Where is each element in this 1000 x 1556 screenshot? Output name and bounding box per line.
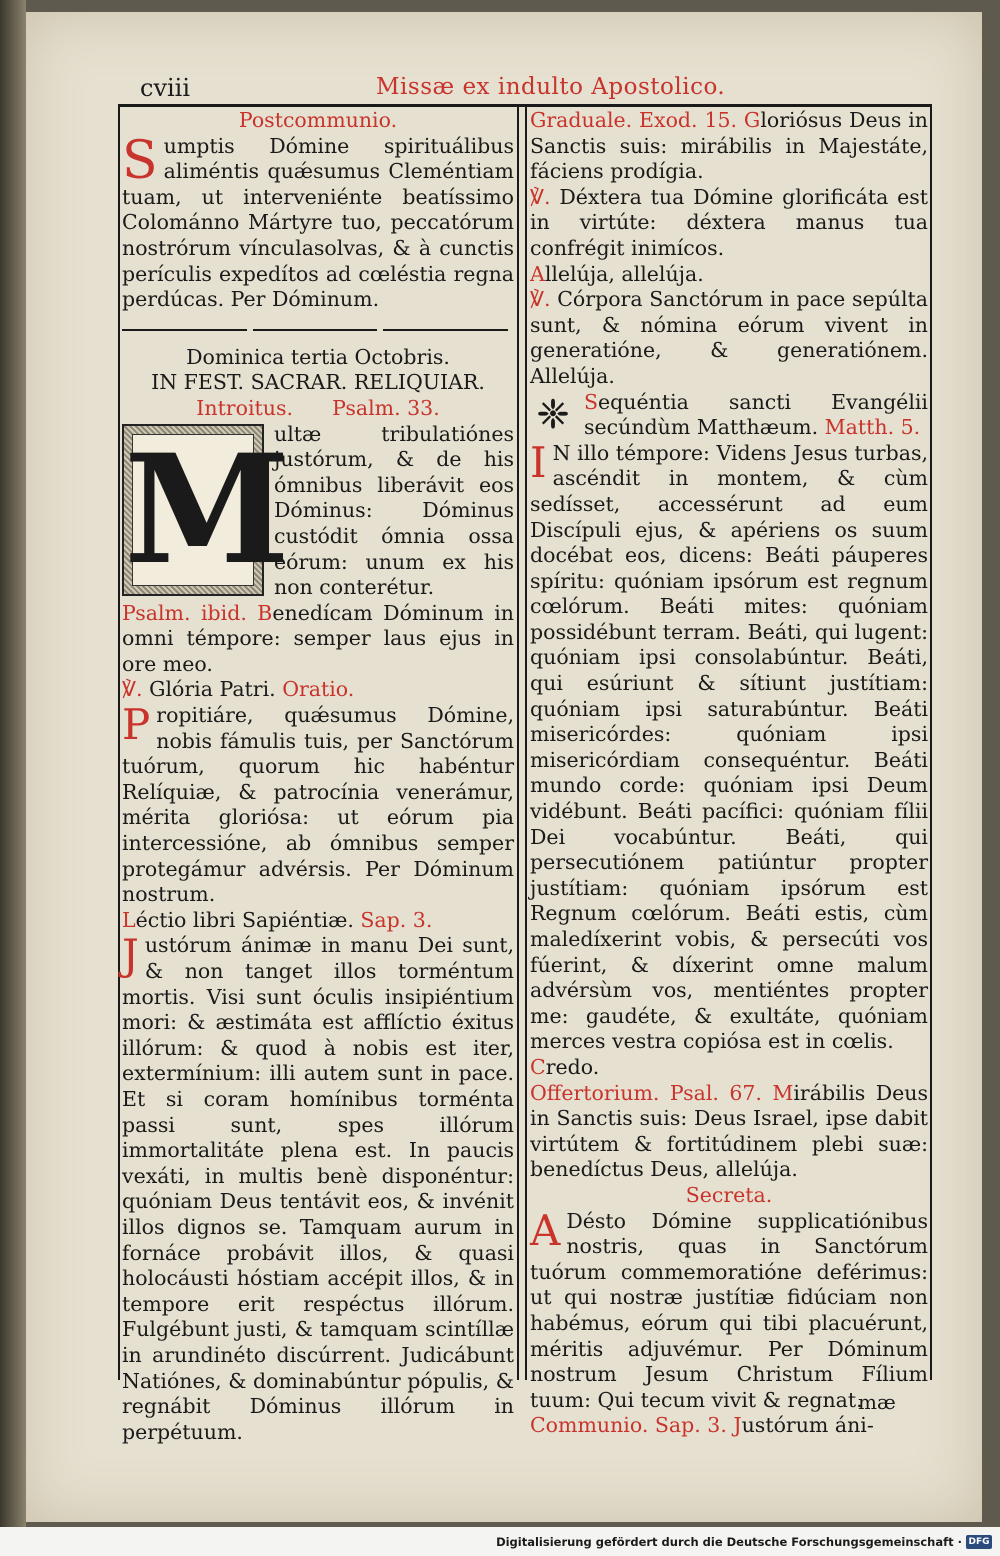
left-rule	[118, 104, 120, 1380]
drop-initial: A	[530, 1205, 561, 1255]
folio-number: cviii	[140, 74, 191, 102]
versicle-icon: ℣.	[530, 287, 551, 312]
gloria-line: ℣. Glória Patri. Oratio.	[122, 677, 355, 702]
dominica-heading: Dominica tertia Octobris.	[186, 344, 450, 369]
drop-initial: I	[530, 437, 547, 487]
digitization-footer	[0, 1527, 1000, 1556]
column-rule-a	[517, 104, 519, 1380]
versicle-1: ℣. Déxtera tua Dómine glorificáta est in virtúte: déxtera manus tua confrégit inimícos.	[530, 184, 928, 260]
introitus-heading: Introitus. Psalm. 33.	[196, 395, 440, 420]
gospel-text: I N illo témpore: Videns Jesus turbas, ascéndit in montem, & cùm sedísset, accessérunt ad eum Discípuli ejus, & apériens os suum docébat eos, dicens: Beáti páuperes spíritu: quóniam ipsórum est regnum cœlórum. Beáti mites: quóniam possidébunt terram. Beáti, qui lugent: quóniam ipsi consolabúntur. Beáti, qui esúriunt & sítiunt justítiam: quóniam ipsi saturabúntur. Beáti misericórdes: quóniam ipsi misericórdiam consequéntur. Beáti mundo corde: quóniam ipsi Deum vidébunt. Beáti pacífici: quóniam fílii Dei vocabúntur. Beáti, qui persecutiónem patiúntur propter justítiam: quóniam ipsórum est Regnum cœlórum. Beáti estis, cùm maledíxerint vobis, & persecúti vos fúerint, & díxerint omne malum advérsùm vos, mentiéntes propter me: gaudéte, & exultáte, quóniam merces vestra copiósa est in cœlis.	[530, 437, 928, 1054]
sequentia: ❈ Sequéntia sancti Evangélii secúndùm Matthæum. Matth. 5.	[530, 390, 928, 441]
drop-initial: P	[122, 700, 151, 750]
oratio-text: Propitiáre, quǽsumus Dómine, nobis fámulis tuis, per Sanctórum tuórum, quorum hic habéntur Relíquiæ, & patrocínia venerámur, mérita gloriósa: ut eórum pia intercessióne, ab ómnibus semper protegámur advérsis. Per Dóminum nostrum.	[122, 700, 514, 907]
ornament-icon: ❈	[536, 391, 570, 438]
secreta-text: A Désto Dómine supplicatiónibus nostris, quas in Sanctórum tuórum commemoratióne deférimus: ut qui nostræ justítiæ fidúciam non habémus, eórum qui tibi placuérunt, méritis adjuvémur. Per Dóminum nostrum Jesum Christum Fílium tuum: Qui tecum vivit & regnat.	[530, 1205, 928, 1412]
lectio-heading: Léctio libri Sapiéntiæ. Sap. 3.	[122, 907, 433, 932]
running-title: Missæ ex indulto Apostolico.	[376, 74, 726, 100]
postcommunio-text: Sumptis Dómine spirituálibus aliméntis quǽsumus Cleméntiam tuam, ut interveniénte beatíssimo Colománno Mártyre tuo, peccatórum nostrórum vínculasolvas, & à cunctis perículis expedítos ad cœléstia regna perdúcas. Per Dóminum.	[122, 130, 514, 312]
introitus-text: M ultæ tribulatiónes justórum, & de his ómnibus liberávit eos Dóminus: Dóminus custódit ómnia ossa eórum: unum ex his non conterétur.	[124, 421, 514, 600]
section-divider	[122, 319, 514, 341]
woodcut-initial-M: M	[124, 421, 291, 598]
column-rule-b	[525, 104, 527, 1380]
versicle-icon: ℣.	[122, 677, 143, 702]
versicle-icon: ℣.	[530, 184, 551, 209]
feast-heading: IN FEST. SACRAR. RELIQUIAR.	[151, 370, 485, 395]
left-column	[122, 108, 514, 1445]
drop-initial: S	[122, 130, 158, 191]
graduale: Graduale. Exod. 15. Gloriósus Deus in Sanctis suis: mirábilis in Majestáte, fáciens prodígia.	[530, 108, 928, 184]
footer-credit: Digitalisierung gefördert durch die Deutsche Forschungsgemeinschaft ·	[496, 1534, 962, 1549]
postcommunio-heading: Postcommunio.	[238, 108, 398, 132]
dfg-logo-icon: DFG	[966, 1535, 992, 1549]
drop-initial: J	[122, 930, 139, 980]
secreta-heading: Secreta.	[685, 1182, 773, 1207]
alleluia: Allelúja, allelúja.	[530, 261, 704, 286]
versicle-2: ℣. Córpora Sanctórum in pace sepúlta sunt, & nómina eórum vivent in generatióne, & generatiónem. Allelúja.	[530, 287, 928, 388]
running-head	[0, 74, 1000, 104]
communio: Communio. Sap. 3. Justórum áni-	[530, 1413, 874, 1438]
lectio-text: Justórum ánimæ in manu Dei sunt, & non tanget illos torméntum mortis. Visi sunt óculis insipiéntium mori: & æstimáta est afflíctio éxitus illórum: & quod à nobis est iter, extermínium: illi autem sunt in pace. Et si coram homínibus torménta passi sunt, spes illórum immortalitáte plena est. In paucis vexáti, in multis benè disponéntur: quóniam Deus tentávit eos, & invénit illos dignos se. Tamquam aurum in fornáce probávit illos, & quasi holocáusti hóstiam accépit illos, & in tempore erit respéctus illórum. Fulgébunt justi, & tamquam scintíllæ in arundinéto discúrrent. Judicábunt Natiónes, & dominabúntur pópulis, & regnábit Dóminus illórum in perpétuum.	[122, 930, 514, 1444]
book-spine	[0, 0, 26, 1556]
psalm-verse: Psalm. ibid. Benedícam Dóminum in omni témpore: semper laus ejus in ore meo.	[122, 600, 514, 676]
catchword: mæ	[858, 1390, 896, 1414]
credo: Credo.	[530, 1054, 600, 1079]
offertorium: Offertorium. Psal. 67. Mirábilis Deus in Sanctis suis: Deus Israel, ipse dabit virtútem & fortitúdinem plebi suæ: benedíctus Deus, allelúja.	[530, 1080, 928, 1182]
right-rule	[930, 104, 932, 1380]
oratio-heading: Oratio.	[282, 677, 355, 702]
right-column	[530, 108, 928, 1439]
